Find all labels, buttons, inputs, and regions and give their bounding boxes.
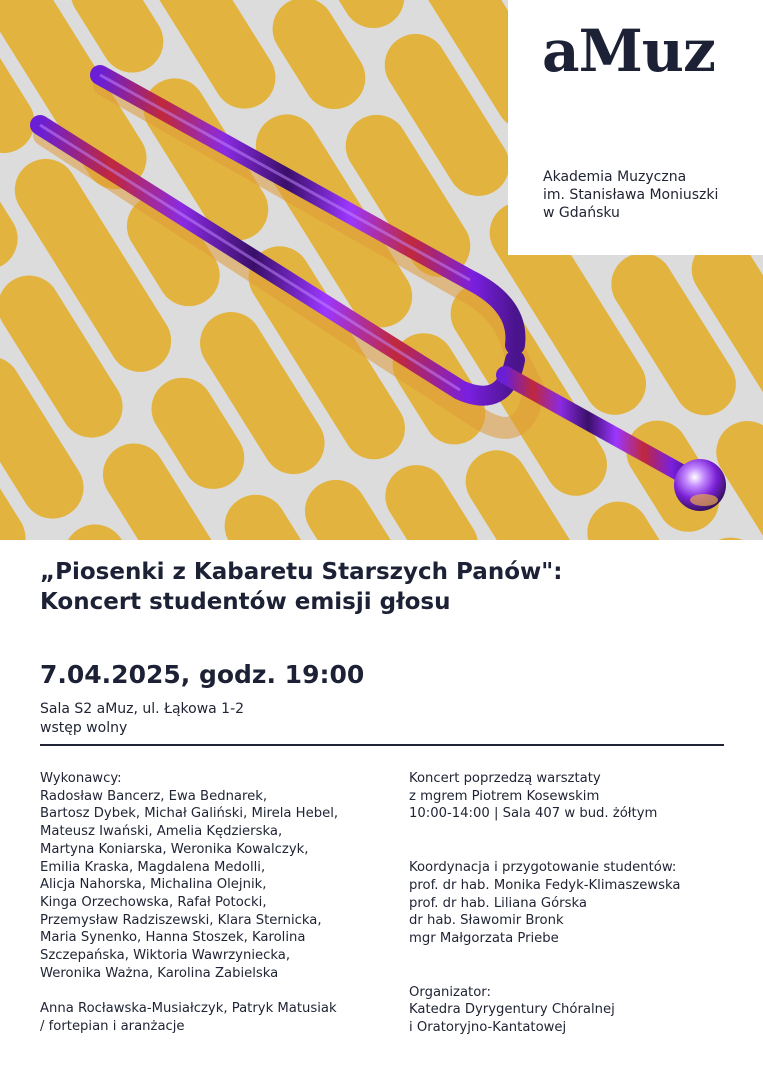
organizer-block: Organizator: Katedra Dyrygentury Chóralnej i Oratoryjno-Kantatowej (409, 984, 615, 1036)
event-datetime: 7.04.2025, godz. 19:00 (40, 660, 365, 689)
performers-block: Wykonawcy: Radosław Bancerz, Ewa Bednarek, Bartosz Dybek, Michał Galiński, Mirela Hebel, Mateusz Iwański, Amelia Kędzierska, Martyna Koniarska, Weronika Kowalczyk, Emilia Kraska, Magdalena Medolli, Alicja Nahorska, Michalina Olejnik, Kinga Orzechowska, Rafał Potocki, Przemysław Radziszewski, Klara Sternicka, Maria Synenko, Hanna Stoszek, Karolina Szczepańska, Wiktoria Wawrzyniecka, Weronika Ważna, Karolina Zabielska (40, 771, 339, 981)
institution-name: Akademia Muzyczna im. Stanisława Moniuszki w Gdańsku (543, 169, 719, 221)
brand-box (508, 0, 763, 255)
workshop-block: Koncert poprzedzą warsztaty z mgrem Piotrem Kosewskim 10:00-14:00 | Sala 407 w bud. żółtym (409, 771, 658, 822)
coordination-block: Koordynacja i przygotowanie studentów: prof. dr hab. Monika Fedyk-Klimaszewska prof. dr hab. Liliana Górska dr hab. Sławomir Bronk mgr Małgorzata Priebe (409, 860, 681, 946)
piano-block: Anna Rocławska-Musiałczyk, Patryk Matusiak / fortepian i aranżacje (40, 1001, 337, 1034)
left-column (40, 770, 338, 1053)
divider (40, 744, 724, 746)
event-venue: Sala S2 aMuz, ul. Łąkowa 1-2 wstęp wolny (40, 701, 245, 736)
right-column (409, 770, 680, 1054)
event-title: „Piosenki z Kabaretu Starszych Panów": Koncert studentów emisji głosu (40, 559, 563, 615)
amuz-logo: aMuz (542, 17, 715, 85)
